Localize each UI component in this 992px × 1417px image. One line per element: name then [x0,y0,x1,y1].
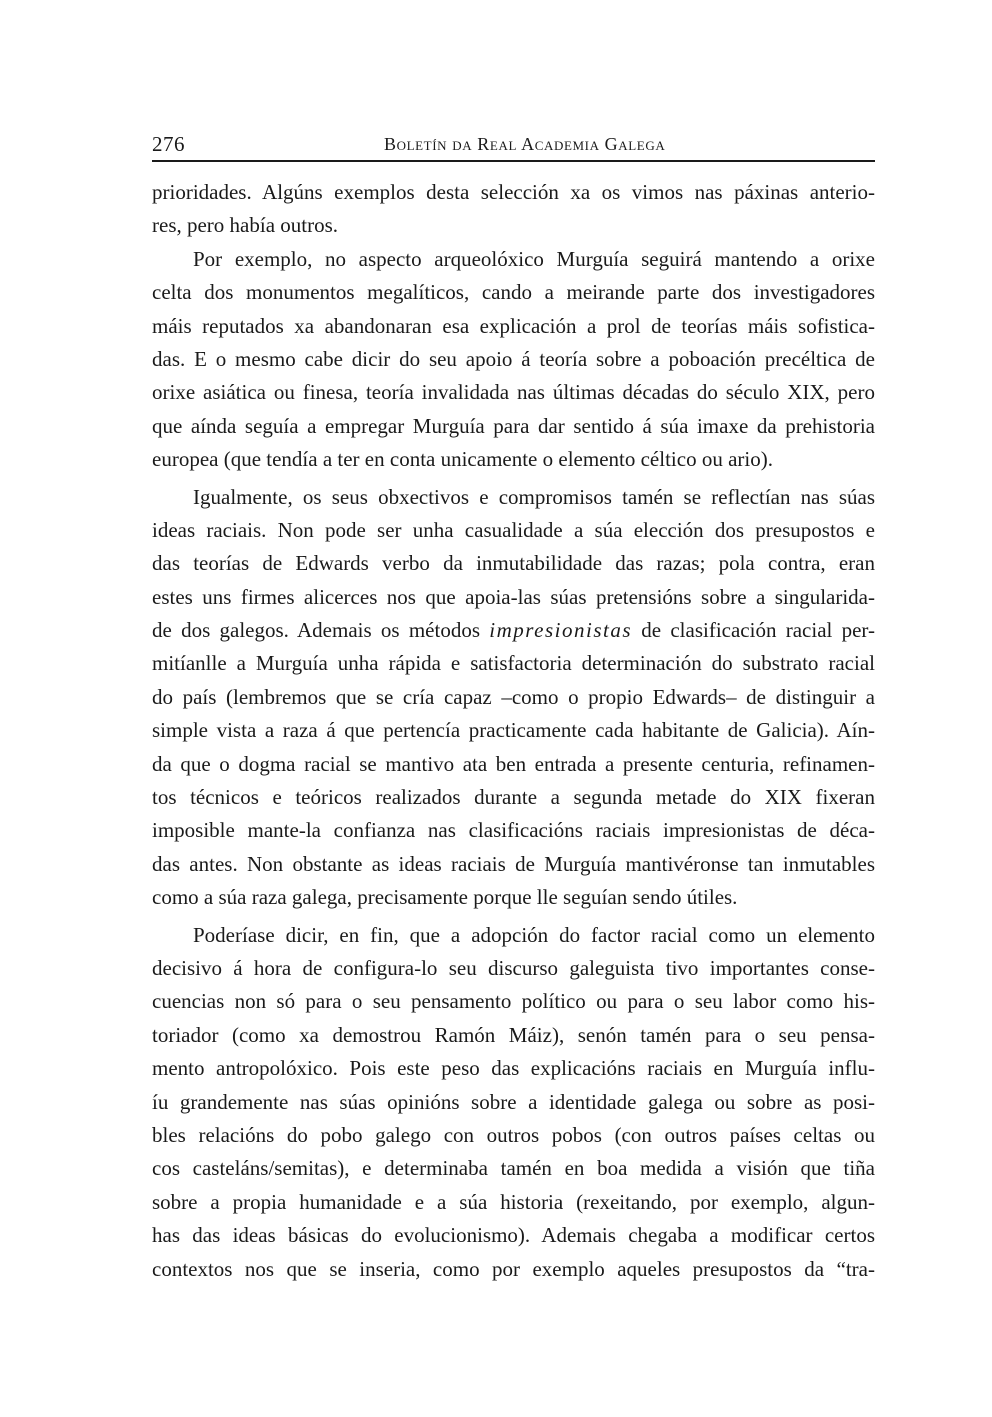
text-line: estes uns firmes alicerces nos que apoia-las súas pretensións sobre a singularida- [152,584,875,609]
text-line: bles relacións do pobo galego con outros pobos (con outros países celtas ou [152,1122,875,1147]
text-line: toriador (como xa demostrou Ramón Máiz), senón tamén para o seu pensa- [152,1022,875,1047]
text-line: que aínda seguía a empregar Murguía para dar sentido á súa imaxe da prehistoria [152,413,875,438]
text-line: prioridades. Algúns exemplos desta selección xa os vimos nas páxinas anterio- [152,180,875,204]
text-line-with-italic [152,614,875,647]
text-line: orixe asiática ou finesa, teoría invalidada nas últimas décadas do século XIX, pero [152,380,875,405]
text-line: imposible mante-la confianza nas clasificacións raciais impresionistas de déca- [152,818,875,843]
text-line: europea (que tendía a ter en conta unicamente o elemento céltico ou ario). [152,447,773,472]
text-line: Igualmente, os seus obxectivos e compromisos tamén se reflectían nas súas [193,484,875,509]
text-run: de clasificación racial per- [632,618,875,643]
text-line: cos casteláns/semitas), e determinaba tamén en boa medida a visión que tiña [152,1156,875,1181]
text-line: mitíanlle a Murguía unha rápida e satisfactoria determinación do substrato racial [152,651,875,676]
text-line: como a súa raza galega, precisamente porque lle seguían sendo útiles. [152,885,738,910]
text-line: Poderíase dicir, en fin, que a adopción do factor racial como un elemento [193,922,875,947]
text-line: sobre a propia humanidade e a súa historia (rexeitando, por exemplo, algun- [152,1189,875,1214]
text-line: has das ideas básicas do evolucionismo). Ademais chegaba a modificar certos [152,1223,875,1248]
text-line: res, pero había outros. [152,213,339,238]
text-line: cuencias non só para o seu pensamento político ou para o seu labor como his- [152,989,875,1014]
text-line: das. E o mesmo cabe dicir do seu apoio á teoría sobre a poboación precéltica de [152,346,875,371]
body-text [152,176,875,1286]
text-line: do país (lembremos que se cría capaz –como o propio Edwards– de distinguir a [152,684,875,709]
text-line: íu grandemente nas súas opinións sobre a identidade galega ou sobre as posi- [152,1089,875,1114]
text-line: contextos nos que se inseria, como por exemplo aqueles presupostos da “tra- [152,1256,875,1281]
journal-title: Boletín da Real Academia Galega [384,134,666,154]
text-line: tos técnicos e teóricos realizados durante a segunda metade do XIX fixeran [152,785,875,810]
running-header [152,130,875,160]
page-number: 276 [152,132,185,156]
italic-term: impresionistas [489,618,633,643]
text-line: da que o dogma racial se mantivo ata ben entrada a presente centuria, refinamen- [152,751,875,776]
text-run: de dos galegos. Ademais os métodos [152,618,490,643]
text-line: das teorías de Edwards verbo da inmutabilidade das razas; pola contra, eran [152,551,875,576]
text-line: celta dos monumentos megalíticos, cando a meirande parte dos investigadores [152,280,875,305]
text-line: mento antropolóxico. Pois este peso das explicacións raciais en Murguía influ- [152,1056,875,1081]
header-rule [152,160,875,162]
text-line: das antes. Non obstante as ideas raciais de Murguía mantivéronse tan inmutables [152,851,875,876]
text-line: decisivo á hora de configura-lo seu discurso galeguista tivo importantes conse- [152,955,875,980]
text-line: ideas raciais. Non pode ser unha casualidade a súa elección dos presupostos e [152,517,875,542]
text-line: simple vista a raza á que pertencía practicamente cada habitante de Galicia). Aín- [152,718,875,743]
text-line: máis reputados xa abandonaran esa explicación a prol de teorías máis sofistica- [152,313,875,338]
text-line: Por exemplo, no aspecto arqueolóxico Murguía seguirá mantendo a orixe [193,246,875,271]
